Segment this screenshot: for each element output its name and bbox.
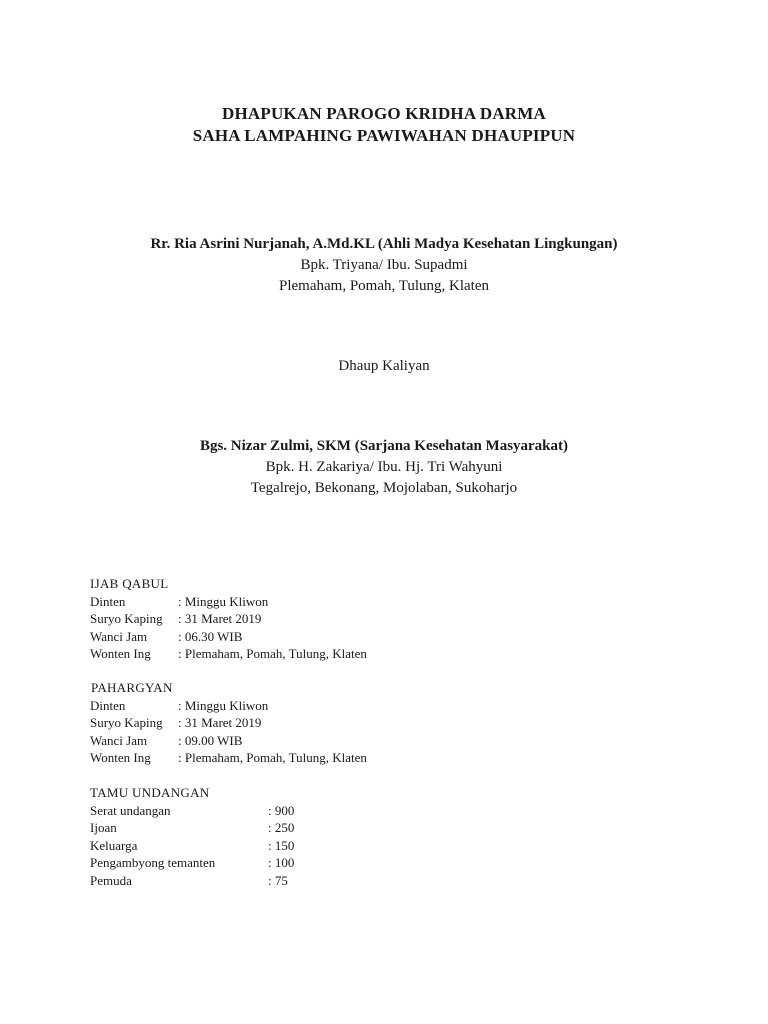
row-label: Wonten Ing — [90, 750, 151, 765]
tamu-row-pengambyong-temanten — [90, 854, 294, 872]
bride-block — [0, 234, 768, 297]
ijab-row-wonten-ing — [90, 645, 367, 663]
row-label: Suryo Kaping — [90, 611, 163, 626]
connector-text: Dhaup Kaliyan — [338, 358, 430, 374]
row-label: Ijoan — [90, 820, 117, 835]
row-value: : 06.30 WIB — [178, 628, 243, 644]
ijab-qabul-heading: IJAB QABUL — [90, 576, 169, 591]
groom-block — [0, 436, 768, 499]
groom-address: Tegalrejo, Bekonang, Mojolaban, Sukoharjo — [250, 480, 518, 496]
tamu-row-serat-undangan — [90, 802, 294, 820]
ijab-row-dinten — [90, 593, 367, 611]
groom-parents: Bpk. H. Zakariya/ Ibu. Hj. Tri Wahyuni — [265, 459, 503, 475]
ijab-row-wanci-jam — [90, 628, 367, 646]
row-label: Wanci Jam — [90, 628, 148, 644]
row-value: : 31 Maret 2019 — [178, 611, 262, 626]
tamu-undangan-heading: TAMU UNDANGAN — [90, 785, 210, 800]
document-title — [0, 103, 768, 147]
row-value: : 31 Maret 2019 — [178, 715, 262, 730]
row-label: Dinten — [90, 593, 126, 609]
row-value: : 75 — [268, 872, 288, 888]
ijab-row-suryo-kaping — [90, 610, 367, 628]
tamu-row-pemuda — [90, 872, 294, 890]
pahargyan-row-dinten — [90, 697, 367, 715]
row-label: Suryo Kaping — [90, 715, 163, 730]
row-value: : Minggu Kliwon — [178, 593, 269, 609]
tamu-undangan-section — [90, 784, 294, 889]
ijab-qabul-section — [90, 575, 367, 663]
row-value: : 900 — [268, 802, 295, 818]
pahargyan-row-wanci-jam — [90, 732, 367, 750]
title-line-1: DHAPUKAN PAROGO KRIDHA DARMA — [221, 104, 547, 123]
bride-parents: Bpk. Triyana/ Ibu. Supadmi — [300, 257, 468, 273]
row-value: : Plemaham, Pomah, Tulung, Klaten — [178, 646, 367, 661]
pahargyan-row-wonten-ing — [90, 749, 367, 767]
row-label: Pengambyong temanten — [90, 855, 216, 870]
row-label: Dinten — [90, 697, 126, 713]
row-label: Wanci Jam — [90, 732, 148, 748]
row-value: : 100 — [268, 855, 295, 870]
title-line-2: SAHA LAMPAHING PAWIWAHAN DHAUPIPUN — [192, 126, 576, 145]
pahargyan-row-suryo-kaping — [90, 714, 367, 732]
row-label: Pemuda — [90, 872, 132, 888]
row-label: Wonten Ing — [90, 646, 151, 661]
pahargyan-heading: PAHARGYAN — [91, 680, 173, 695]
pahargyan-section — [90, 679, 367, 767]
row-value: : Plemaham, Pomah, Tulung, Klaten — [178, 750, 367, 765]
row-value: : Minggu Kliwon — [178, 697, 269, 713]
row-value: : 09.00 WIB — [178, 732, 243, 748]
tamu-row-keluarga — [90, 837, 294, 855]
row-value: : 250 — [268, 820, 295, 835]
row-label: Serat undangan — [90, 802, 171, 818]
tamu-row-ijoan — [90, 819, 294, 837]
row-value: : 150 — [268, 837, 295, 853]
bride-address: Plemaham, Pomah, Tulung, Klaten — [279, 278, 489, 294]
row-label: Keluarga — [90, 837, 138, 853]
bride-name: Rr. Ria Asrini Nurjanah, A.Md.KL (Ahli Madya Kesehatan Lingkungan) — [150, 236, 618, 252]
groom-name: Bgs. Nizar Zulmi, SKM (Sarjana Kesehatan Masyarakat) — [199, 438, 569, 454]
